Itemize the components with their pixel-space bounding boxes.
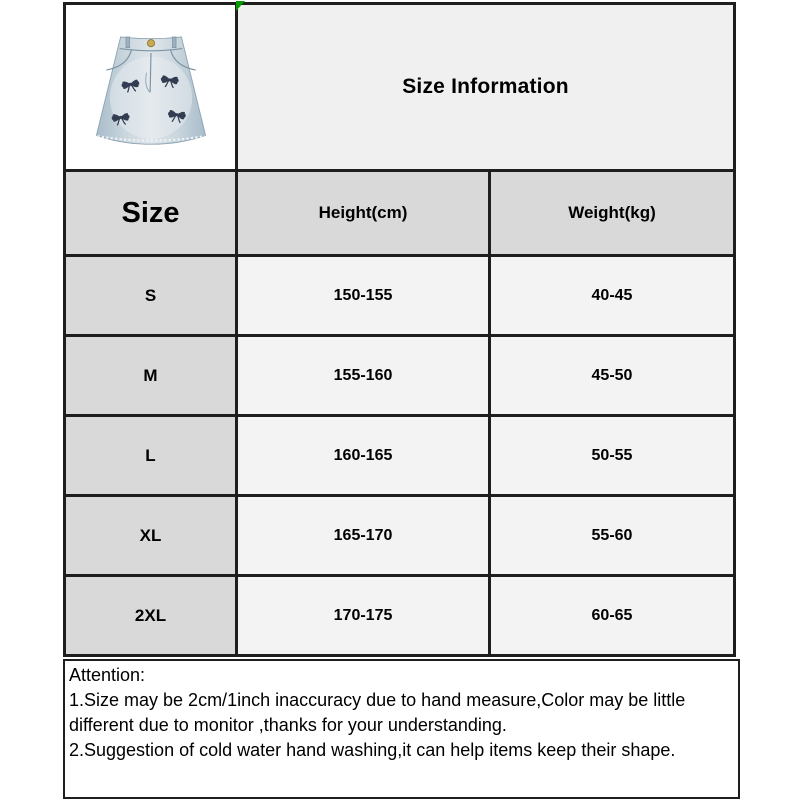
product-photo-cell [66,5,235,169]
column-header-height: Height(cm) [238,172,488,254]
table-row-m-size: M [66,337,235,414]
table-row-m-weight: 45-50 [491,337,733,414]
banner-cell [238,5,733,169]
attention-line-3: 2.Suggestion of cold water hand washing,it can help items keep their shape. [69,740,676,760]
table-row-2xl-weight: 60-65 [491,577,733,654]
table-row-xl-size: XL [66,497,235,574]
attention-line-2: different due to monitor ,thanks for your understanding. [69,715,507,735]
belt-loop [172,37,176,48]
waist-button [147,40,154,47]
attention-line-1: 1.Size may be 2cm/1inch inaccuracy due to hand measure,Color may be little [69,690,686,710]
attention-note [63,659,740,799]
table-row-s-weight: 40-45 [491,257,733,334]
skirt-body [96,37,205,144]
table-row-s-height: 150-155 [238,257,488,334]
table-row-m-height: 155-160 [238,337,488,414]
table-row-l-height: 160-165 [238,417,488,494]
attention-title: Attention: [69,665,146,685]
table-row-l-weight: 50-55 [491,417,733,494]
green-corner-marker-icon [236,1,245,11]
denim-skirt-image [75,12,227,162]
table-row-xl-weight: 55-60 [491,497,733,574]
belt-loop [125,37,129,48]
table-row-2xl-size: 2XL [66,577,235,654]
table-row-s-size: S [66,257,235,334]
size-sheet [63,2,736,657]
table-row-l-size: L [66,417,235,494]
table-row-2xl-height: 170-175 [238,577,488,654]
page-title: Size Information [402,75,569,98]
table-row-xl-height: 165-170 [238,497,488,574]
column-header-size: Size [66,172,235,254]
column-header-weight: Weight(kg) [491,172,733,254]
